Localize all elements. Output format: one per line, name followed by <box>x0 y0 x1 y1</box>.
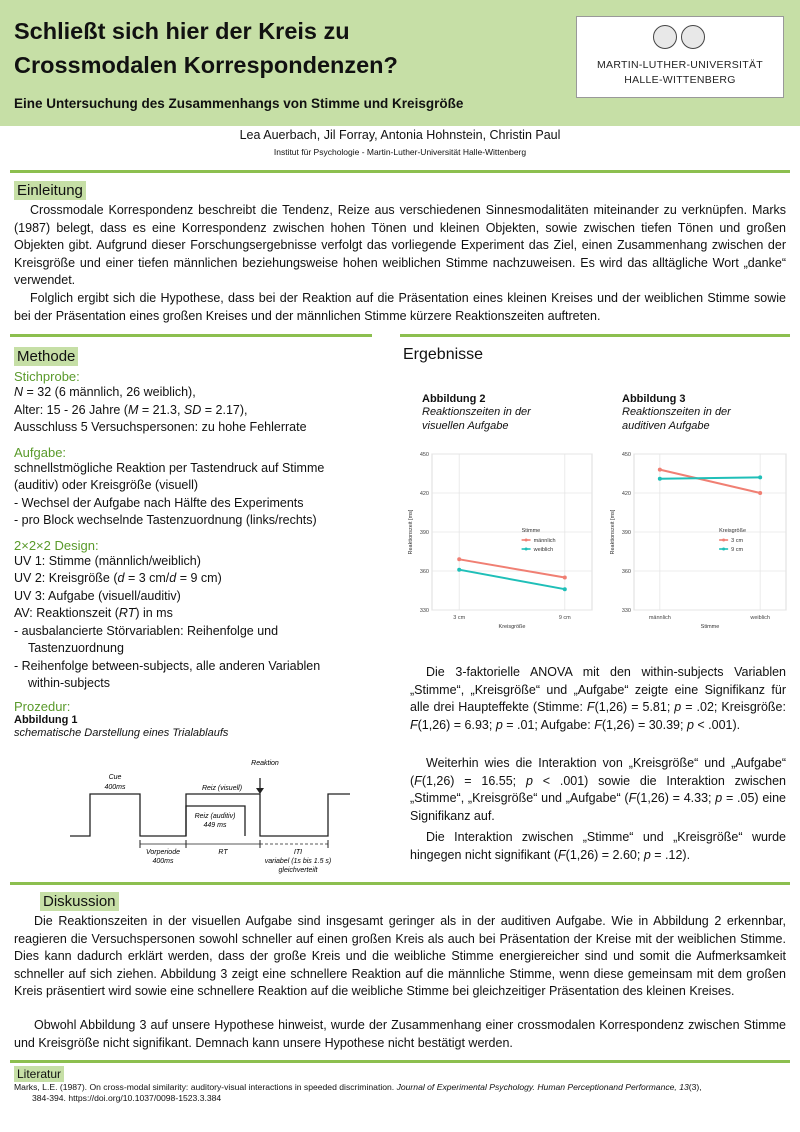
task-line: - Wechsel der Aufgabe nach Hälfte des Experiments <box>14 495 304 510</box>
task-line: (auditiv) oder Kreisgröße (visuell) <box>14 478 199 492</box>
figure-3-sub: Reaktionszeiten in der <box>622 406 731 418</box>
data-point <box>563 576 567 580</box>
task-line: - pro Block wechselnde Tastenzuordnung (links/rechts) <box>14 513 317 527</box>
label-reaktion: Reaktion <box>251 760 279 767</box>
data-point <box>758 475 762 479</box>
label-iti: ITI <box>293 849 303 856</box>
label-vorperiode: Vorperiode <box>146 849 180 856</box>
poster-subtitle: Eine Untersuchung des Zusammenhangs von Stimme und Kreisgröße <box>14 96 464 111</box>
results-paragraph-2: Weiterhin wies die Interaktion von „Kreisgröße“ und „Aufgabe“ (F(1,26) = 16.55; p < .001) sowie die Interaktion zwischen „Stimme“, „Kreisgröße“ und „Aufgabe“ (F(1,26) = 4.33; p = .05) eine Signifikanz auf. <box>410 756 786 823</box>
label-iti-dist: gleichverteilt <box>278 867 318 874</box>
sample-heading: Stichprobe: <box>14 369 80 384</box>
legend-title: Stimme <box>521 528 541 534</box>
logo-line-1: MARTIN-LUTHER-UNIVERSITÄT <box>597 59 763 71</box>
trial-diagram <box>60 756 360 876</box>
label-iti-range: variabel (1s bis 1.5 s) <box>264 858 332 865</box>
university-logo <box>576 16 784 98</box>
seal-icon <box>681 25 705 49</box>
design-line: UV 1: Stimme (männlich/weiblich) <box>14 553 201 568</box>
section-divider <box>10 882 790 885</box>
design-heading: 2×2×2 Design: <box>14 537 99 553</box>
data-point <box>457 557 461 561</box>
institute: Institut für Psychologie - Martin-Luther-Universität Halle-Wittenberg <box>273 147 527 157</box>
sample-age: Alter: 15 - 26 Jahre (M = 21.3, SD = 2.17), <box>14 402 248 417</box>
y-axis-label: Reaktionszeit [ms] <box>610 509 616 555</box>
arrow-head-icon <box>256 788 264 794</box>
y-tick-label: 450 <box>419 452 429 458</box>
sample-n: N = 32 (6 männlich, 26 weiblich), <box>14 385 196 399</box>
label-reiz-auditiv: Reiz (auditiv) <box>194 813 236 820</box>
figure-2-sub: visuellen Aufgabe <box>422 420 509 432</box>
figure-2-sub: Reaktionszeiten in der <box>422 406 531 418</box>
series-line <box>660 477 760 478</box>
design-line: UV 2: Kreisgröße (d = 3 cm/d = 9 cm) <box>14 571 222 585</box>
figure-2-caption <box>422 393 602 433</box>
title-line-2: Crossmodalen Korrespondenzen? <box>14 52 398 78</box>
y-tick-label: 330 <box>419 608 429 614</box>
legend-marker <box>722 539 725 542</box>
section-divider <box>10 170 790 173</box>
discussion-paragraph-1: Die Reaktionszeiten in der visuellen Aufgabe sind insgesamt geringer als in der auditiven Aufgabe. Wie in Abbildung 2 erkennbar, reagieren die Versuchspersonen sowohl schneller auf einen großen Kreis als auch bei Präsentation der Kreise mit der weiblichen Stimme. Dies kann dadurch erklärt werden, dass der große Kreis und die weibliche Stimme energiereicher sind und somit die Aufmerksamkeit schneller auf sich ziehen. Abbildung 3 zeigt eine schnellere Reaktion auf die männliche Stimme, wenn diese gemeinsam mit dem großen Kreis präsentiert wird sowie eine schnellere Reaktion auf die weibliche Stimme bei gleichzeitiger Präsentation des kleinen Kreises. <box>14 914 786 998</box>
x-tick-label: männlich <box>648 615 671 621</box>
x-tick-label: weiblich <box>750 615 770 621</box>
procedure-heading: Prozedur: <box>14 698 71 714</box>
design-bullet: Tastenzuordnung <box>28 641 124 655</box>
intro-heading: Einleitung <box>14 181 86 200</box>
design-bullet: - ausbalancierte Störvariablen: Reihenfolge und <box>14 623 279 638</box>
x-axis-label: Stimme <box>700 624 720 630</box>
title-line-1: Schließt sich hier der Kreis zu <box>14 18 350 44</box>
method-heading: Methode <box>14 347 78 366</box>
intro-paragraph-1: Crossmodale Korrespondenz beschreibt die Tendenz, Reize aus verschiedenen Sinnesmodalitäten miteinander zu verknüpfen. Marks (1987) belegt, dass es eine Korrespondenz zwischen hohen Tönen und kleinen Objekten, sowie zwischen tiefen Tönen und großen Objekten gibt. Aufgrund dieser Forschungsergebnisse verfolgt das vorliegende Experiment das Ziel, einen Zusammenhang zwischen der Kreisgröße und einer tiefen männlichen beziehungsweise hohen weiblichen Stimme nachzuweisen. Es wird das alltägliche Wort „danke“ verwendet. <box>14 203 786 287</box>
figure-3-title: Abbildung 3 <box>622 393 686 405</box>
results-paragraph-1: Die 3-faktorielle ANOVA mit den within-subjects Variablen „Stimme“, „Kreisgröße“ und „Aufgabe“ zeigte eine Signifikanz für alle drei Haupteffekte (Stimme: F(1,26) = 5.81; p = .02; Kreisgröße: F(1,26) = 6.93; p = .01; Aufgabe: F(1,26) = 30.39; p < .001). <box>410 665 786 732</box>
x-tick-label: 9 cm <box>558 615 571 621</box>
section-divider <box>10 1060 790 1063</box>
y-axis-label: Reaktionszeit [ms] <box>408 509 414 555</box>
legend-label: 3 cm <box>731 538 744 544</box>
legend-title: Kreisgröße <box>719 528 747 534</box>
y-tick-label: 450 <box>621 452 631 458</box>
sample-exclusion: Ausschluss 5 Versuchspersonen: zu hohe Fehlerrate <box>14 420 307 434</box>
x-tick-label: 3 cm <box>453 615 466 621</box>
data-point <box>758 491 762 495</box>
y-tick-label: 390 <box>419 530 429 536</box>
reference-entry: Marks, L.E. (1987). On cross-modal similarity: auditory-visual interactions in speeded discrimination. Journal of Experimental Psychology. Human Perceptionand Performance, 13(3), 384-394. https://doi.org/10.1037/0098-1523.3.384 <box>14 1082 702 1103</box>
legend-label: männlich <box>533 538 556 544</box>
design-line: UV 3: Aufgabe (visuell/auditiv) <box>14 588 181 603</box>
figure-1-caption: schematische Darstellung eines Trialablaufs <box>14 726 229 739</box>
section-divider <box>400 334 790 337</box>
y-tick-label: 360 <box>419 569 429 575</box>
y-tick-label: 330 <box>621 608 631 614</box>
label-reiz-auditiv-ms: 449 ms <box>203 822 227 829</box>
label-vorperiode-ms: 400ms <box>152 858 174 865</box>
auditory-timeline <box>186 806 245 836</box>
y-tick-label: 420 <box>419 491 429 497</box>
task-heading: Aufgabe: <box>14 444 67 460</box>
results-heading: Ergebnisse <box>403 346 484 363</box>
figure-3-caption <box>622 393 792 433</box>
literature-heading: Literatur <box>14 1066 64 1082</box>
y-tick-label: 360 <box>621 569 631 575</box>
task-line: schnellstmögliche Reaktion per Tastendruck auf Stimme <box>14 460 325 475</box>
method-content <box>14 369 384 740</box>
legend-marker <box>722 548 725 551</box>
design-bullet: within-subjects <box>28 676 110 690</box>
seal-icon <box>653 25 677 49</box>
design-bullet: - Reihenfolge between-subjects, alle anderen Variablen <box>14 658 321 673</box>
logo-line-2: HALLE-WITTENBERG <box>624 74 736 86</box>
label-reiz-visuell: Reiz (visuell) <box>201 785 243 792</box>
label-rt: RT <box>218 849 228 856</box>
design-line: AV: Reaktionszeit (RT) in ms <box>14 606 173 620</box>
authors: Lea Auerbach, Jil Forray, Antonia Hohnstein, Christin Paul <box>239 128 561 142</box>
poster-title <box>14 14 554 82</box>
intro-paragraph-2: Folglich ergibt sich die Hypothese, dass bei der Reaktion auf die Präsentation eines kleinen Kreises und der weiblichen Stimme sowie bei der Präsentation eines großen Kreises und der männlichen Stimme kürzere Reaktionszeiten auftreten. <box>14 291 786 323</box>
figure-1-title: Abbildung 1 <box>14 713 78 726</box>
data-point <box>658 468 662 472</box>
figure-2-title: Abbildung 2 <box>422 393 486 405</box>
legend-label: 9 cm <box>731 547 744 553</box>
legend-label: weiblich <box>533 547 554 553</box>
figure-2-chart <box>404 446 598 636</box>
section-divider <box>10 334 372 337</box>
data-point <box>563 587 567 591</box>
results-paragraph-3: Die Interaktion zwischen „Stimme“ und „Kreisgröße“ wurde hingegen nicht signifikant (F(1,26) = 2.60; p = .12). <box>410 830 786 862</box>
discussion-paragraph-2: Obwohl Abbildung 3 auf unsere Hypothese hinweist, wurde der Zusammenhang einer crossmodalen Korrespondenz zwischen Stimme und Kreisgröße nicht signifikant. Demnach kann unsere Hypothese nicht bestätigt werden. <box>14 1018 786 1050</box>
figure-3-sub: auditiven Aufgabe <box>622 420 710 432</box>
data-point <box>658 477 662 481</box>
label-cue: Cue <box>108 774 122 781</box>
label-cue-ms: 400ms <box>104 784 126 791</box>
y-tick-label: 420 <box>621 491 631 497</box>
x-axis-label: Kreisgröße <box>498 624 526 630</box>
y-tick-label: 390 <box>621 530 631 536</box>
legend-marker <box>525 539 528 542</box>
discussion-heading: Diskussion <box>40 892 119 911</box>
data-point <box>457 568 461 572</box>
legend-marker <box>525 548 528 551</box>
figure-3-chart <box>606 446 792 636</box>
